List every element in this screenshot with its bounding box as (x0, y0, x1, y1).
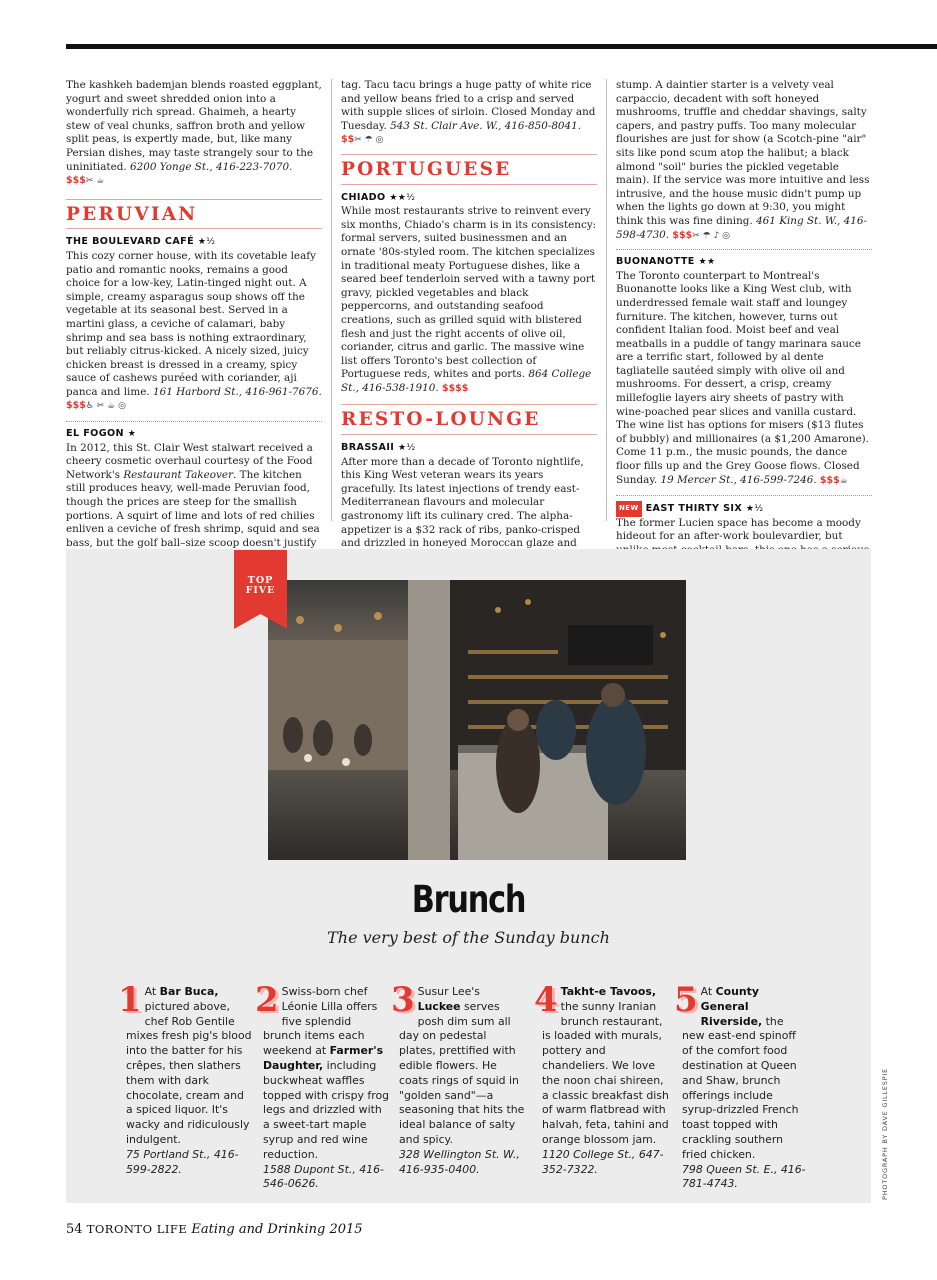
section-divider (66, 228, 322, 229)
column-1 (66, 79, 322, 564)
restaurant-name: EL FOGON ★ (66, 428, 137, 440)
amenity-icons: ✂ ☕ (85, 176, 105, 187)
restaurant-review: After more than a decade of Toronto nightlife, this King West veteran wears its years gracefully. Its latest injections of trendy east-Mediterranean flavours and molecular gastronomy lift its culinary cred. The alpha-appetizer is a $32 rack of ribs, panko-crisped and drizzled in honeyed Moroccan glaze and (341, 455, 584, 550)
page-footer (66, 1222, 363, 1237)
restaurant-review: While most restaurants strive to reinvent every six months, Chiado's charm is in its consistency: formal servers, suited businessmen and an ornate '80s-styled room. The kitchen specializes in traditional meaty Portuguese dishes, like a seared beef tenderloin served with a tawny port gravy, pickled vegetables and black peppercorns, and outstanding seafood creations, such as grilled squid with blistered flesh and just the right accents of olive oil, coriander, citrus and garlic. The massive wine list offers Toronto's best collection of Portuguese reds, whites and ports. 864 College St., 416-538-1910. $$$$ (341, 205, 597, 394)
restaurant-name: BUONANOTTE ★★ (616, 256, 716, 268)
column-rule (331, 79, 332, 521)
persian-continued: The kashkeh bademjan blends roasted eggplant, yogurt and sweet shredded onion into a wonderfully rich spread. Ghaimeh, a hearty stew of veal chunks, saffron broth and yellow split peas, is expertly made, but, like many Persian dishes, may taste strangely sour to the uninitiated. 6200 Yonge St., 416-223-7070. $$$✂ ☕ (66, 79, 322, 187)
column-rule (606, 79, 607, 521)
amenity-icons: ☕ (839, 475, 848, 486)
star-rating: ★ (127, 429, 137, 440)
top-five-item: 5 At County General Riverside, the new east-end spinoff of the comfort food destination at Queen and Shaw, brunch offerings include syrup-drizzled French toast topped with crackling southern fried chicken. 798 Queen St. E., 416-781-4743. (674, 980, 806, 1191)
top-rule (66, 44, 937, 49)
section-divider (341, 404, 597, 405)
restaurant-review: In 2012, this St. Clair West stalwart received a cheery cosmetic overhaul courtesy of the Food Network's Restaurant Takeover. The kitchen still produces heavy, well-made Peruvian food, though the prices are steep for the smallish portions. A squirt of lime and lots of red chilies enliven a ceviche of fresh shrimp, squid and sea bass, but the golf ball–size scoop doesn't justify (66, 441, 320, 549)
rank-number: 2 (255, 980, 279, 1020)
price-rating: $$$ (672, 229, 693, 241)
magazine-name: TORONTO LIFE (86, 1222, 188, 1236)
amenity-icons: ♿ ✂ ☕ ◎ (85, 401, 126, 412)
feature-title: Brunch (411, 878, 526, 921)
price-rating: $$$ (66, 400, 86, 412)
star-rating: ★½ (745, 504, 764, 515)
column-3 (616, 79, 872, 571)
column-2 (341, 79, 597, 564)
resto-lounge-continued: stump. A daintier starter is a velvety veal carpaccio, decadent with soft honeyed mushrooms, truffle and cheddar shavings, salty capers, and pastry puffs. Too many molecular flourishes are just for show (a Scotch-pine "air" sits like pond scum atop the halibut; a black almond "soil" buries the pickled vegetable main). If the service was more intuitive and less intrusive, and the house music didn't pump up when the lights go down at 9:30, you might think this was fine dining. 461 King St. W., 416-598-4730. $$$✂ ☂ ♪ ◎ (616, 79, 870, 241)
entry-divider (616, 495, 872, 496)
star-rating: ★★½ (389, 192, 416, 203)
restaurant-review: This cozy corner house, with its covetable leafy patio and romantic nooks, remains a good choice for a low-key, Latin-tinged night out. A simple, creamy asparagus soup shows off the vegetable at its seasonal best. Served in a martini glass, a ceviche of calamari, baby shrimp and sea bass is nothing extraordinary, but reliably citrus-kicked. A nicely sized, juicy chicken breast is dressed in a creamy, spicy sauce of cashews puréed with coriander, aji panca and lime. 161 Harbord St., 416-961-7676. $$$♿ ✂ ☕ ◎ (66, 249, 322, 412)
section-divider (341, 434, 597, 435)
amenity-icons: ✂ ☂ ◎ (354, 135, 384, 146)
star-rating: ★★ (698, 257, 716, 268)
amenity-icons: ✂ ☂ ♪ ◎ (692, 230, 731, 241)
rank-number: 3 (391, 980, 415, 1020)
new-badge: NEW (616, 501, 642, 517)
section-divider (66, 199, 322, 200)
category-heading-portuguese: PORTUGUESE (341, 158, 512, 180)
bar-buca-photo (268, 580, 686, 860)
price-rating: $$$$ (441, 382, 469, 394)
top-five-item: 3 Susur Lee's Luckee serves posh dim sum all day on pedestal plates, prettified with edible flowers. He coats rings of squid in "golden sand"—a seasoning that hits the ideal balance of salty and spicy. 328 Wellington St. W., 416-935-0400. (391, 980, 525, 1176)
entry-divider (616, 249, 872, 250)
price-rating: $$ (341, 134, 355, 146)
category-heading-resto-lounge: RESTO-LOUNGE (341, 409, 541, 431)
restaurant-review: The former Lucien space has become a moody hideout for an after-work boulevardier, but (616, 516, 861, 543)
price-rating: $$$ (66, 175, 86, 187)
restaurant-name: THE BOULEVARD CAFÉ ★½ (66, 236, 216, 248)
issue-name: Eating and Drinking 2015 (191, 1222, 363, 1237)
star-rating: ★½ (197, 237, 216, 248)
rank-number: 4 (534, 980, 558, 1020)
category-heading-peruvian: PERUVIAN (66, 203, 198, 225)
entry-divider (66, 421, 322, 422)
star-rating: ★½ (398, 443, 416, 454)
restaurant-interior-illustration (268, 580, 686, 860)
page-number: 54 (66, 1222, 83, 1237)
feature-subtitle: The very best of the Sunday bunch (327, 928, 610, 947)
top-five-item: 4 Takht-e Tavoos, the sunny Iranian brunch restaurant, is loaded with murals, pottery and chandeliers. We love the noon chai shireen, a classic breakfast dish of warm flatbread with halvah, feta, tahini and orange blossom jam. 1120 College St., 647-352-7322. (534, 980, 669, 1176)
section-divider (341, 154, 597, 155)
rank-number: 1 (118, 980, 142, 1020)
restaurant-name: CHIADO ★★½ (341, 191, 416, 203)
photo-credit: PHOTOGRAPH BY DAVE GILLESPIE (881, 1067, 889, 1200)
price-rating: $$$ (819, 474, 840, 486)
rank-number: 5 (674, 980, 698, 1020)
top-five-item: 1 At Bar Buca, pictured above, chef Rob Gentile mixes fresh pig's blood into the batter for his crêpes, then slathers them with dark chocolate, cream and a spiced liquor. It's wacky and ridiculously indulgent. 75 Portland St., 416-599-2822. (118, 980, 252, 1176)
section-divider (341, 184, 597, 185)
restaurant-name: NEW EAST THIRTY SIX ★½ (616, 501, 872, 517)
peruvian-continued: tag. Tacu tacu brings a huge patty of white rice and yellow beans fried to a crisp and served with supple slices of sirloin. Closed Monday and Tuesday. 543 St. Clair Ave. W., 416-850-8041. $$✂ ☂ ◎ (341, 79, 596, 146)
top-five-item: 2 Swiss-born chef Léonie Lilla offers five splendid brunch items each weekend at Farmer's Daughter, including buckwheat waffles topped with crispy frog legs and drizzled with a sweet-tart maple syrup and red wine reduction. 1588 Dupont St., 416-546-0626. (255, 980, 390, 1191)
ribbon-label: TOP FIVE (245, 575, 276, 596)
restaurant-review: The Toronto counterpart to Montreal's Buonanotte looks like a King West club, with underdressed female wait staff and loungey furniture. The kitchen, however, turns out confident Italian food. Moist beef and veal meatballs in a puddle of tangy marinara sauce are a terrific start, followed by al dente tagliatelle sautéed simply with olive oil and mushrooms. For dessert, a crisp, creamy millefoglie layers airy sheets of pastry with wine-poached pear slices and vanilla custard. The wine list has options for misers ($13 flutes of bubbly) and millionaires (a $1,200 Amarone). Come 11 p.m., the music pounds, the dance floor fills up and the Grey Goose flows. Closed Sunday. 19 Mercer St., 416-599-7246. $$$☕ (616, 269, 869, 486)
restaurant-name: BRASSAII ★½ (341, 442, 416, 454)
